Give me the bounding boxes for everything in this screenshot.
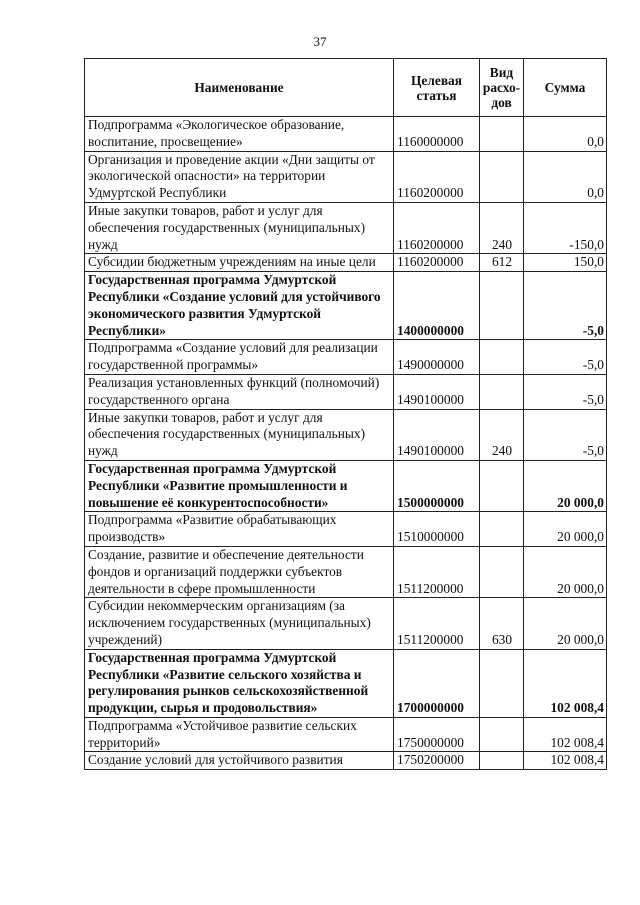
table-row xyxy=(85,512,607,547)
table-row xyxy=(85,272,607,340)
cell-expense-type xyxy=(480,460,524,511)
cell-amount: 20 000,0 xyxy=(524,546,607,597)
cell-expense-type: 612 xyxy=(480,254,524,272)
page-number: 37 xyxy=(313,34,327,49)
cell-expense-type xyxy=(480,546,524,597)
cell-name: Создание условий для устойчивого развития xyxy=(85,752,394,770)
cell-target-article: 1160200000 xyxy=(394,151,480,202)
cell-target-article: 1500000000 xyxy=(394,460,480,511)
cell-expense-type: 240 xyxy=(480,409,524,460)
table-row xyxy=(85,717,607,752)
cell-target-article: 1160200000 xyxy=(394,202,480,253)
cell-amount: 0,0 xyxy=(524,151,607,202)
table-row xyxy=(85,460,607,511)
cell-target-article: 1490100000 xyxy=(394,374,480,409)
cell-expense-type: 630 xyxy=(480,598,524,649)
cell-target-article: 1490000000 xyxy=(394,340,480,375)
cell-amount: -5,0 xyxy=(524,340,607,375)
header-code: Целевая статья xyxy=(394,59,480,117)
cell-target-article: 1511200000 xyxy=(394,546,480,597)
cell-amount: 20 000,0 xyxy=(524,512,607,547)
cell-amount: -5,0 xyxy=(524,374,607,409)
cell-expense-type xyxy=(480,117,524,152)
cell-name: Государственная программа Удмуртской Республики «Развитие промышленности и повышение её конкурентоспособности» xyxy=(85,460,394,511)
cell-expense-type xyxy=(480,717,524,752)
cell-name: Иные закупки товаров, работ и услуг для обеспечения государственных (муниципальных) нужд xyxy=(85,409,394,460)
header-type: Вид расхо-дов xyxy=(480,59,524,117)
cell-name: Подпрограмма «Развитие обрабатывающих производств» xyxy=(85,512,394,547)
header-sum: Сумма xyxy=(524,59,607,117)
table-row xyxy=(85,254,607,272)
cell-name: Реализация установленных функций (полномочий) государственного органа xyxy=(85,374,394,409)
cell-expense-type xyxy=(480,374,524,409)
cell-target-article: 1511200000 xyxy=(394,598,480,649)
cell-name: Создание, развитие и обеспечение деятельности фондов и организаций поддержки субъектов деятельности в сфере промышленности xyxy=(85,546,394,597)
budget-table xyxy=(84,58,607,770)
cell-name: Подпрограмма «Экологическое образование, воспитание, просвещение» xyxy=(85,117,394,152)
cell-expense-type xyxy=(480,512,524,547)
table-row xyxy=(85,546,607,597)
cell-amount: 20 000,0 xyxy=(524,598,607,649)
cell-amount: 102 008,4 xyxy=(524,752,607,770)
cell-name: Государственная программа Удмуртской Республики «Развитие сельского хозяйства и регулирования рынков сельскохозяйственной продукции, сырья и продовольствия» xyxy=(85,649,394,717)
cell-target-article: 1700000000 xyxy=(394,649,480,717)
cell-expense-type: 240 xyxy=(480,202,524,253)
table-row xyxy=(85,117,607,152)
cell-expense-type xyxy=(480,272,524,340)
cell-amount: -5,0 xyxy=(524,409,607,460)
cell-amount: -150,0 xyxy=(524,202,607,253)
cell-amount: 20 000,0 xyxy=(524,460,607,511)
cell-amount: 0,0 xyxy=(524,117,607,152)
cell-expense-type xyxy=(480,649,524,717)
cell-amount: -5,0 xyxy=(524,272,607,340)
table-body xyxy=(85,117,607,770)
cell-expense-type xyxy=(480,340,524,375)
cell-name: Государственная программа Удмуртской Республики «Создание условий для устойчивого экономического развития Удмуртской Республики» xyxy=(85,272,394,340)
cell-target-article: 1750200000 xyxy=(394,752,480,770)
cell-amount: 102 008,4 xyxy=(524,717,607,752)
table-row xyxy=(85,752,607,770)
table-row xyxy=(85,598,607,649)
cell-target-article: 1160000000 xyxy=(394,117,480,152)
table-row xyxy=(85,202,607,253)
cell-name: Организация и проведение акции «Дни защиты от экологической опасности» на территории Удмуртской Республики xyxy=(85,151,394,202)
cell-name: Иные закупки товаров, работ и услуг для обеспечения государственных (муниципальных) нужд xyxy=(85,202,394,253)
cell-name: Подпрограмма «Создание условий для реализации государственной программы» xyxy=(85,340,394,375)
header-name: Наименование xyxy=(85,59,394,117)
table-row xyxy=(85,649,607,717)
table-row xyxy=(85,340,607,375)
cell-name: Подпрограмма «Устойчивое развитие сельских территорий» xyxy=(85,717,394,752)
cell-target-article: 1490100000 xyxy=(394,409,480,460)
cell-name: Субсидии некоммерческим организациям (за исключением государственных (муниципальных) учреждений) xyxy=(85,598,394,649)
cell-target-article: 1750000000 xyxy=(394,717,480,752)
cell-amount: 150,0 xyxy=(524,254,607,272)
cell-target-article: 1400000000 xyxy=(394,272,480,340)
cell-target-article: 1510000000 xyxy=(394,512,480,547)
cell-expense-type xyxy=(480,752,524,770)
cell-name: Субсидии бюджетным учреждениям на иные цели xyxy=(85,254,394,272)
table-header xyxy=(85,59,607,117)
cell-amount: 102 008,4 xyxy=(524,649,607,717)
cell-target-article: 1160200000 xyxy=(394,254,480,272)
table-row xyxy=(85,151,607,202)
cell-expense-type xyxy=(480,151,524,202)
table-row xyxy=(85,374,607,409)
table-row xyxy=(85,409,607,460)
